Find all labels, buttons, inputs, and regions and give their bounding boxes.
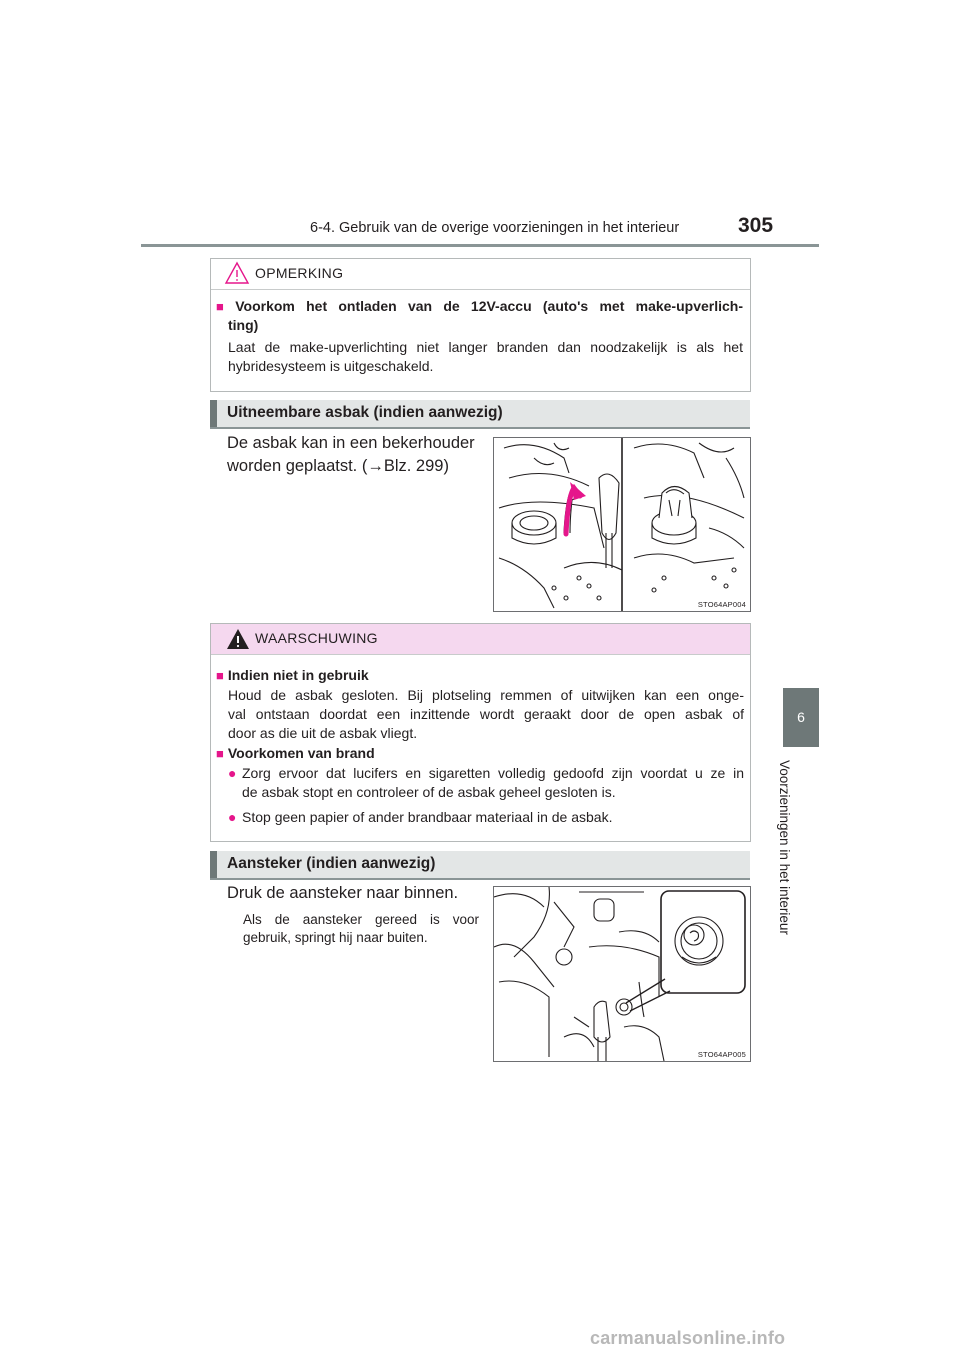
section-lighter-title: Aansteker (indien aanwezig) [227,855,436,872]
warning-item-2-bullet-2 [216,808,744,827]
notice-title: OPMERKING [255,265,344,281]
running-header: 6-4. Gebruik van de overige voorzieningen in het interieur [310,220,680,236]
warning-item-1-heading [216,666,744,685]
notice-item [216,297,743,376]
round-bullet-icon: ● [228,809,237,825]
notice-item-heading [216,297,743,316]
square-bullet-icon: ■ [216,746,224,761]
notice-text-line2: hybridesysteem is uitgeschakeld. [228,358,434,374]
section-lighter-header [210,851,750,880]
warning-header [211,624,750,655]
warning-item-2-b2-line1: Stop geen papier of ander brandbaar materiaal in de asbak. [242,809,613,825]
caution-outline-icon [224,261,250,285]
page-number: 305 [738,214,774,237]
ashtray-text-pre: worden geplaatst. ( [227,457,368,475]
warning-item-1 [216,666,744,743]
warning-item-2 [216,744,744,827]
notice-text-line1: Laat de make-upverlichting niet langer branden dan noodzakelijk is als het [228,339,743,355]
ashtray-illustration [493,437,751,612]
ashtray-drawing [494,438,750,611]
warning-item-2-b1-line2: de asbak stopt en controleer of de asbak geheel gesloten is. [242,784,616,800]
warning-triangle-icon [225,627,251,651]
section-ashtray-header [210,400,750,429]
section-rule [210,427,750,429]
warning-item-2-heading [216,744,744,763]
lighter-drawing [494,887,750,1061]
warning-item-1-heading-text: Indien niet in gebruik [227,667,369,683]
warning-item-1-text [216,686,744,743]
arrow-icon: → [367,457,384,475]
round-bullet-icon: ● [228,765,237,781]
lighter-illustration [493,886,751,1062]
warning-item-2-bullet-1 [216,764,744,802]
warning-box [210,623,751,842]
lighter-subtext-line1: Als de aansteker gereed is voor [243,912,479,927]
section-bar [210,400,750,427]
chapter-tab[interactable]: 6 [783,688,819,747]
chapter-label [760,760,840,980]
lighter-subtext [243,911,479,947]
figure-code: STO64AP004 [697,600,746,609]
section-rule [210,878,750,880]
notice-heading-line2: ting) [228,317,259,333]
ashtray-description [227,432,487,478]
watermark-text: carmanualsonline.info [590,1328,786,1348]
notice-box [210,258,751,392]
chapter-label-text: Voorzieningen in het interieur [777,760,792,935]
section-bar [210,851,750,878]
notice-text [216,338,743,376]
lighter-instruction: Druk de aansteker naar binnen. [227,884,459,902]
ashtray-text-line1: De asbak kan in een bekerhouder [227,434,475,452]
section-accent [210,400,217,427]
square-bullet-icon: ■ [216,668,224,683]
notice-header [211,259,750,290]
section-accent [210,851,217,878]
ashtray-text-post: Blz. 299) [383,457,449,475]
warning-title: WAARSCHUWING [255,630,378,646]
section-ashtray-title: Uitneembare asbak (indien aanwezig) [227,404,503,421]
notice-heading-line1: Voorkom het ontladen van de 12V-accu (auto's met make-upverlich- [235,298,743,314]
warning-item-1-line3: door as die uit de asbak vliegt. [228,725,418,741]
square-bullet-icon: ■ [216,299,232,314]
warning-item-2-heading-text: Voorkomen van brand [227,745,375,761]
warning-item-2-b1-line1: Zorg ervoor dat lucifers en sigaretten volledig gedoofd zijn voordat u ze in [242,765,744,781]
figure-code: STO64AP005 [697,1050,746,1059]
warning-item-1-line2: val ontstaan doordat een inzittende wordt geraakt door de open asbak of [228,706,744,722]
ashtray-text-line2 [227,455,487,478]
lighter-subtext-line2: gebruik, springt hij naar buiten. [243,930,428,945]
warning-item-1-line1: Houd de asbak gesloten. Bij plotseling remmen of uitwijken kan een onge- [228,687,744,703]
header-rule [141,244,819,247]
